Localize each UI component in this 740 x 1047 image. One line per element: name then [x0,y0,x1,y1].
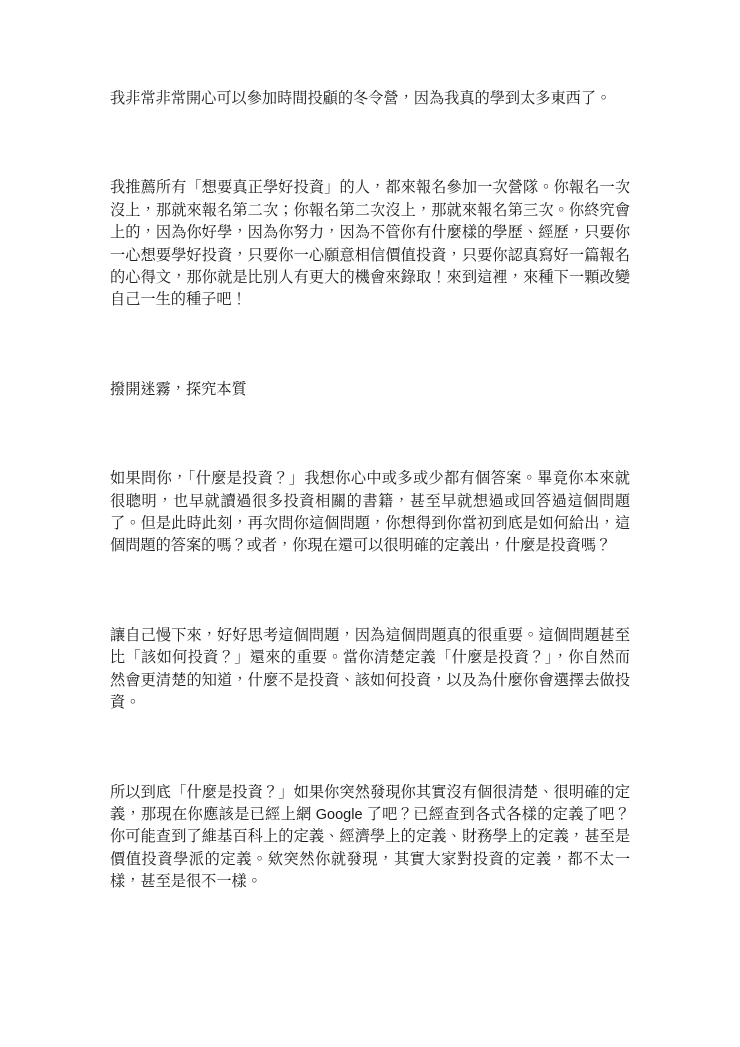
text-run: 讓自己慢下來，好好思考這個問題，因為這個問題真的很重要。這個問題甚至比「該如何投資？」還來的重要。當你清楚定義「什麼是投資？」，你自然而然會更清楚的知道，什麼不是投資、該如何投資，以及為什麼你會選擇去做投資。 [110,626,630,712]
text-run: 所以到底「什麼是投資？」如果你突然發現你其實沒有個很清楚、很明確的定義，那現在你應該是已經上網 [110,783,630,823]
latin-word: Google [315,806,363,823]
text-run: 我非常非常開心可以參加時間投顧的冬令營，因為我真的學到太多東西了。 [110,90,612,107]
text-run: 如果問你，「什麼是投資？」我想你心中或多或少都有個答案。畢竟你本來就很聰明，也早就讀過很多投資相關的書籍，甚至早就想過或回答過這個問題了。但是此時此刻，再次問你這個問題，你想得到你當初到底是如何給出，這個問題的答案的嗎？或者，你現在還可以很明確的定義出，什麼是投資嗎？ [110,470,630,555]
paragraph-definitions [110,782,630,894]
section-heading [110,379,630,401]
paragraph-recommendation [110,177,630,311]
paragraph-camp-feedback [110,88,630,110]
text-run: 我推薦所有「想要真正學好投資」的人，都來報名參加一次營隊。你報名一次沒上，那就來報名第二次；你報名第二次沒上，那就來報名第三次。你終究會上的，因為你好學，因為你努力，因為不管你有什麼樣的學歷、經歷，只要你一心想要學好投資，只要你一心願意相信價值投資，只要你認真寫好一篇報名的心得文，那你就是比別人有更大的機會來錄取！來到這裡，來種下一顆改變自己一生的種子吧！ [110,179,630,309]
paragraph-what-is-investing-question [110,468,630,558]
text-run: 了吧？已經查到各式各樣的定義了吧？你可能查到了維基百科上的定義、經濟學上的定義、財務學上的定義，甚至是價值投資學派的定義。欸突然你就發現，其實大家對投資的定義，都不太一樣，甚至是很不一樣。 [110,805,631,891]
document-body [110,88,630,894]
text-run: 撥開迷霧，探究本質 [110,380,247,398]
paragraph-slow-down [110,625,630,715]
